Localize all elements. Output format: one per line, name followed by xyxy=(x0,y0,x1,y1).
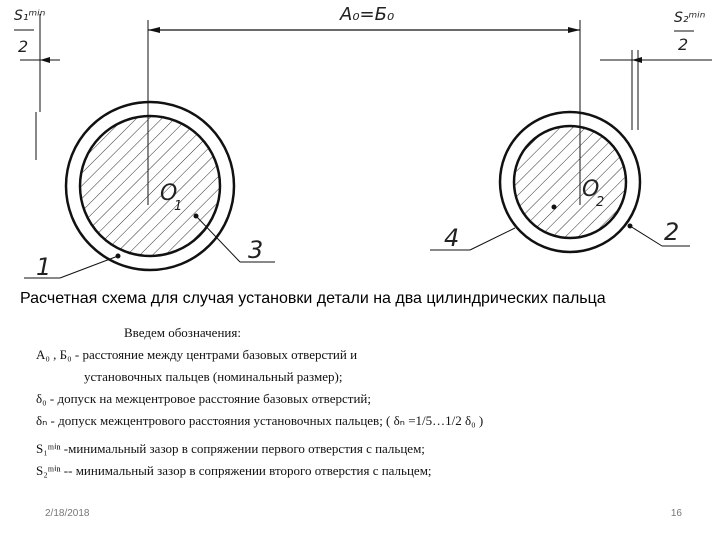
center-o1-sub: 1 xyxy=(174,199,183,214)
part-label-1: 1 xyxy=(36,253,52,281)
part-label-2: 2 xyxy=(664,218,680,246)
notation-line: А₀ , Б₀ - расстояние между центрами базовых отверстий и xyxy=(36,347,358,362)
slide-number: 16 xyxy=(670,508,682,519)
dimension-top-label: А₀=Б₀ xyxy=(340,4,395,25)
figure-caption: Расчетная схема для случая установки детали на два цилиндрических пальца xyxy=(20,290,606,307)
label-s1-min: S₁ᵐⁱⁿ xyxy=(14,8,46,24)
notation-line: S₂ᵐⁱⁿ -- минимальный зазор в сопряжении второго отверстия с пальцем; xyxy=(36,463,432,478)
notation-line: S₁ᵐⁱⁿ -минимальный зазор в сопряжении первого отверстия с пальцем; xyxy=(36,441,425,456)
notation-line: δ₀ - допуск на межцентровое расстояние базовых отверстий; xyxy=(36,391,371,406)
center-o2-sub: 2 xyxy=(596,195,605,210)
gap-dimension-right xyxy=(600,50,712,130)
part-label-4: 4 xyxy=(444,224,460,252)
center-o1: O xyxy=(160,181,178,206)
pin-2 xyxy=(514,126,626,238)
footer-date: 2/18/2018 xyxy=(45,508,90,519)
pin-1 xyxy=(80,116,220,256)
label-half-right: 2 xyxy=(678,35,689,54)
gap-dimension-left xyxy=(20,14,60,160)
notation-line: δₙ - допуск межцентрового расстояния установочных пальцев; ( δₙ =1/5…1/2 δ₀ ) xyxy=(36,413,484,428)
notation-block xyxy=(36,322,676,482)
label-s2-min: S₂ᵐⁱⁿ xyxy=(674,10,706,26)
hole-2-with-pin xyxy=(500,112,640,252)
hole-1-with-pin xyxy=(66,102,234,270)
label-half-left: 2 xyxy=(18,37,29,56)
notation-heading: Введем обозначения: xyxy=(124,325,241,340)
center-o2: O xyxy=(582,177,600,202)
notation-line: установочных пальцев (номинальный размер); xyxy=(84,369,343,384)
part-label-3: 3 xyxy=(248,236,264,264)
